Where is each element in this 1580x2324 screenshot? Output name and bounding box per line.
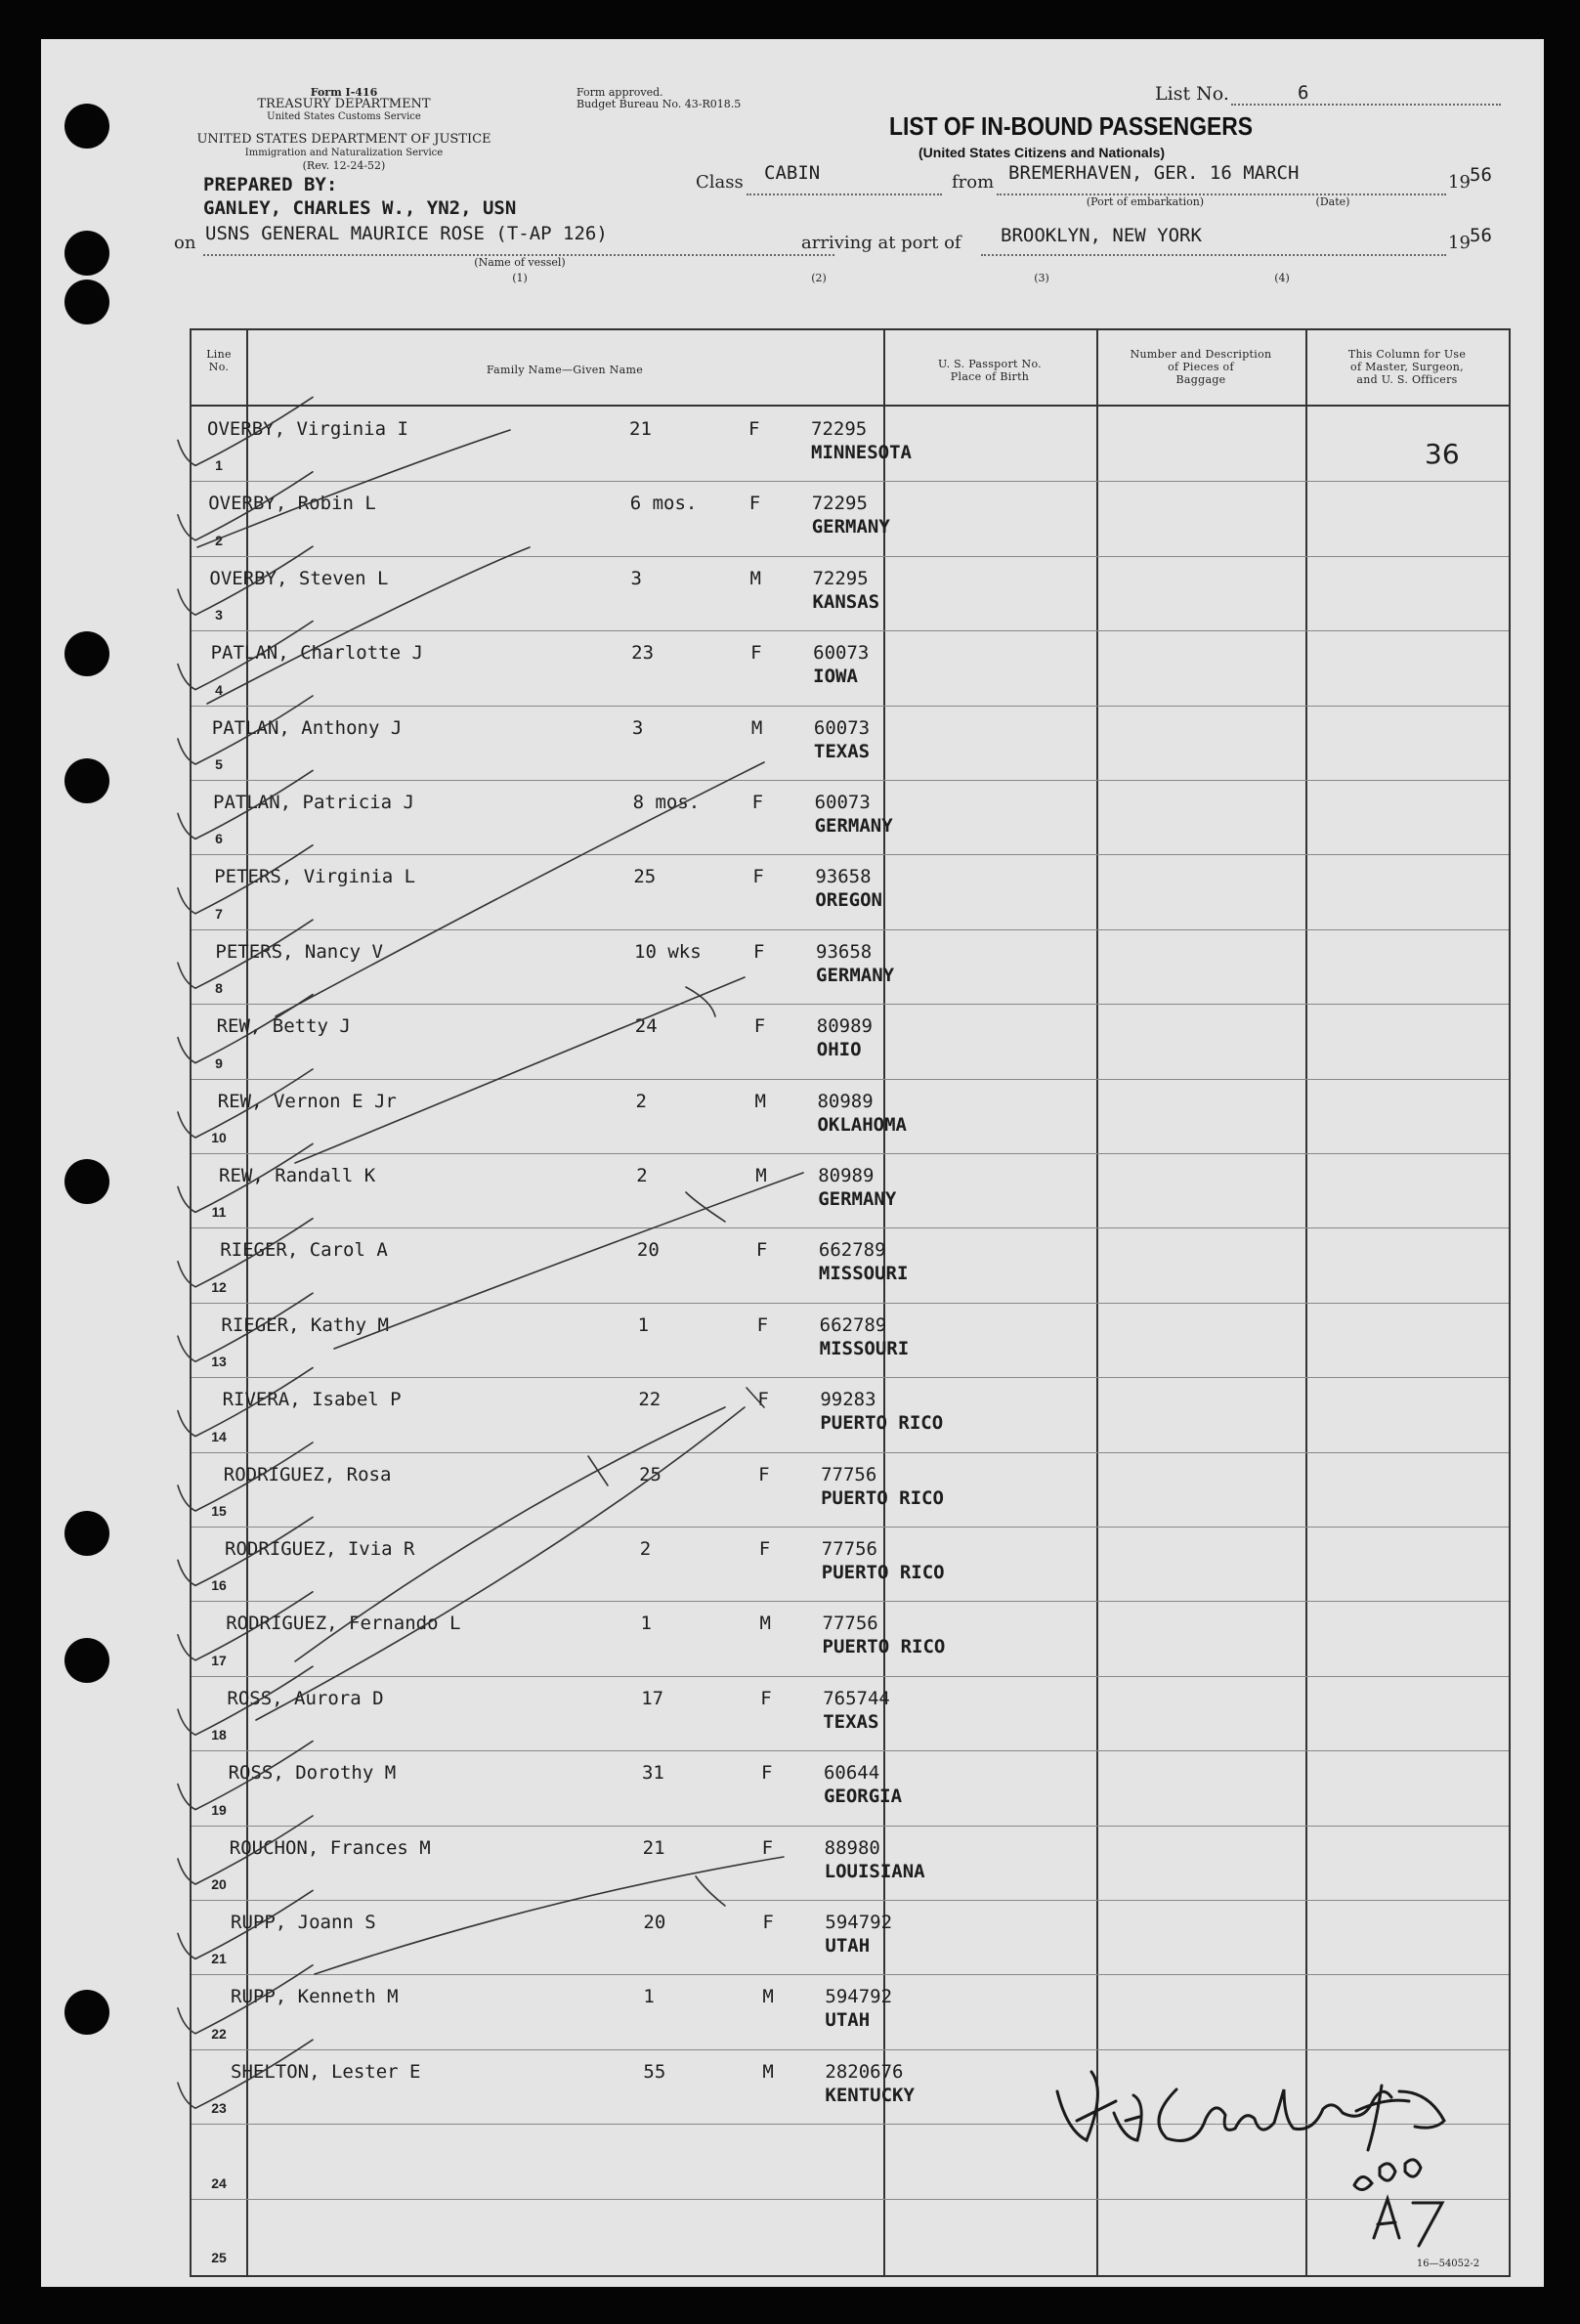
passenger-name: OVERBY, Robin L — [208, 493, 376, 515]
place-of-birth: KENTUCKY — [825, 2084, 915, 2106]
line-number: 12 — [211, 1278, 227, 1295]
place-of-birth: KANSAS — [812, 590, 880, 613]
from-year: 56 — [1470, 164, 1492, 186]
passport-number: 80989 — [816, 1015, 873, 1038]
passport-number: 2820676 — [825, 2060, 904, 2083]
form-number: Form I-416 — [310, 86, 378, 99]
place-of-birth: MISSOURI — [819, 1337, 910, 1359]
port-caption: (Port of embarkation) — [1086, 195, 1205, 208]
place-of-birth: GERMANY — [811, 516, 890, 538]
passenger-name: RODRIGUEZ, Rosa — [223, 1463, 392, 1485]
form-revision: (Rev. 12-24-52) — [302, 159, 386, 172]
list-no-value: 6 — [1298, 82, 1309, 104]
passport-number: 662789 — [818, 1239, 886, 1262]
column-number-2: (2) — [811, 272, 827, 284]
passenger-name: RUPP, Joann S — [231, 1912, 376, 1933]
line-number: 3 — [215, 607, 223, 624]
line-number: 5 — [215, 756, 223, 772]
passenger-age: 1 — [643, 1986, 655, 2008]
passport-number: 93658 — [815, 866, 872, 888]
passport-number: 88980 — [824, 1836, 880, 1859]
arriving-label: arriving at port of — [801, 233, 961, 253]
line-number: 22 — [211, 2025, 227, 2042]
line-number: 13 — [211, 1354, 227, 1370]
department-treasury: TREASURY DEPARTMENT — [257, 97, 431, 111]
line-number: 10 — [211, 1130, 227, 1145]
list-no-label: List No. — [1155, 83, 1229, 105]
line-number: 7 — [215, 905, 223, 922]
passenger-name: RODRIGUEZ, Fernando L — [226, 1613, 461, 1635]
arrival-year-prefix: 19 — [1448, 233, 1471, 253]
line-number: 8 — [215, 980, 223, 997]
passenger-age: 10 wks — [634, 940, 702, 963]
place-of-birth: PUERTO RICO — [822, 1636, 946, 1658]
passenger-age: 25 — [639, 1463, 662, 1485]
passenger-name: ROSS, Dorothy M — [228, 1762, 397, 1785]
prepared-by-label: PREPARED BY: — [203, 174, 338, 195]
column-header-line: Line No. — [206, 348, 232, 373]
passport-number: 80989 — [817, 1090, 874, 1112]
line-number: 18 — [211, 1727, 227, 1743]
passenger-sex: M — [754, 1090, 766, 1112]
passenger-name: RIVERA, Isabel P — [222, 1389, 402, 1411]
passenger-sex: F — [748, 418, 760, 440]
line-number: 11 — [211, 1204, 227, 1221]
passenger-name: RODRIGUEZ, Ivia R — [225, 1538, 415, 1560]
place-of-birth: MISSOURI — [818, 1263, 909, 1285]
passenger-sex: F — [755, 1239, 768, 1262]
passenger-name: RUPP, Kenneth M — [231, 1986, 399, 2008]
passenger-name: RIEGER, Kathy M — [221, 1313, 389, 1336]
line-number: 17 — [211, 1652, 227, 1668]
column-header-officers: This Column for Use of Master, Surgeon, and U. S. Officers — [1347, 348, 1467, 386]
passenger-sex: F — [756, 1313, 769, 1336]
passenger-age: 2 — [635, 1090, 647, 1112]
passenger-sex: F — [748, 493, 761, 515]
line-number: 14 — [211, 1428, 227, 1444]
line-number: 24 — [211, 2174, 227, 2191]
place-of-birth: PUERTO RICO — [821, 1562, 945, 1583]
from-label: from — [952, 172, 995, 193]
passport-number: 77756 — [822, 1613, 878, 1635]
passenger-sex: F — [762, 1912, 774, 1933]
from-year-prefix: 19 — [1448, 172, 1471, 193]
passenger-name: RIEGER, Carol A — [220, 1239, 388, 1262]
passenger-name: PETERS, Virginia L — [214, 866, 416, 888]
place-of-birth: LOUISIANA — [824, 1860, 925, 1882]
passport-number: 99283 — [820, 1389, 876, 1411]
passenger-sex: M — [755, 1165, 767, 1186]
place-of-birth: GERMANY — [818, 1188, 897, 1210]
passport-number: 594792 — [825, 1912, 893, 1933]
passenger-age: 2 — [636, 1165, 648, 1186]
passenger-name: REW, Betty J — [216, 1015, 351, 1038]
department-treasury-sub: United States Customs Service — [267, 111, 421, 122]
place-of-birth: TEXAS — [813, 740, 871, 762]
passenger-name: OVERBY, Virginia I — [207, 418, 408, 440]
passport-number: 72295 — [811, 418, 868, 440]
vessel-name: USNS GENERAL MAURICE ROSE (T-AP 126) — [205, 223, 608, 244]
document-subtitle: (United States Citizens and Nationals) — [918, 145, 1166, 160]
passenger-age: 20 — [643, 1912, 666, 1933]
passenger-age: 23 — [631, 642, 655, 665]
passenger-sex: F — [751, 792, 764, 813]
passenger-age: 25 — [633, 866, 657, 888]
passenger-sex: F — [758, 1463, 770, 1485]
line-number: 21 — [211, 1951, 227, 1967]
passenger-age: 8 mos. — [632, 792, 701, 813]
passenger-age: 21 — [642, 1836, 665, 1859]
passenger-sex: F — [753, 1015, 766, 1038]
place-of-birth: TEXAS — [823, 1710, 879, 1733]
prepared-by-value: GANLEY, CHARLES W., YN2, USN — [203, 197, 517, 219]
line-number: 9 — [215, 1054, 223, 1071]
class-value: CABIN — [764, 162, 821, 184]
place-of-birth: UTAH — [825, 2009, 871, 2032]
passenger-name: REW, Vernon E Jr — [217, 1090, 397, 1112]
place-of-birth: GERMANY — [814, 815, 893, 837]
place-of-birth: UTAH — [825, 1935, 871, 1957]
passenger-name: ROUCHON, Frances M — [229, 1836, 431, 1859]
class-label: Class — [696, 172, 744, 193]
column-number-1: (1) — [512, 272, 528, 284]
inspector-signature — [41, 39, 1544, 2287]
document-title: LIST OF IN-BOUND PASSENGERS — [889, 111, 1254, 141]
passport-number: 93658 — [816, 940, 873, 963]
passport-number: 77756 — [821, 1463, 877, 1485]
column-number-3: (3) — [1034, 272, 1049, 284]
line-number: 4 — [215, 681, 223, 698]
passenger-age: 31 — [641, 1762, 664, 1785]
line-number: 1 — [215, 457, 223, 474]
passport-number: 60644 — [823, 1762, 880, 1785]
passport-number: 80989 — [818, 1165, 875, 1186]
line-number: 23 — [211, 2100, 227, 2117]
passenger-age: 3 — [630, 567, 642, 589]
form-approved: Form approved. — [576, 86, 663, 99]
passenger-sex: M — [759, 1613, 771, 1635]
passenger-sex: F — [760, 1762, 773, 1785]
passenger-sex: M — [762, 1986, 774, 2008]
passenger-name: PATLAN, Anthony J — [211, 716, 403, 739]
document-page — [41, 39, 1544, 2287]
passenger-name: ROSS, Aurora D — [227, 1687, 384, 1709]
passenger-sex: M — [762, 2060, 774, 2083]
passenger-sex: F — [761, 1836, 774, 1859]
passenger-age: 55 — [643, 2060, 666, 2083]
footer-code: 16—54052-2 — [1416, 2259, 1480, 2269]
passenger-sex: F — [750, 642, 762, 665]
on-label: on — [174, 233, 196, 253]
vessel-caption: (Name of vessel) — [474, 256, 566, 269]
passenger-age: 24 — [634, 1015, 658, 1038]
passenger-name: PATLAN, Charlotte J — [210, 642, 423, 665]
passport-number: 60073 — [813, 716, 871, 739]
column-header-baggage: Number and Description of Pieces of Baggage — [1130, 348, 1272, 386]
passenger-age: 20 — [636, 1239, 660, 1262]
passenger-name: OVERBY, Steven L — [209, 567, 389, 589]
passenger-name: PETERS, Nancy V — [215, 940, 383, 963]
budget-bureau: Budget Bureau No. 43-R018.5 — [576, 98, 742, 110]
passport-number: 72295 — [812, 567, 869, 589]
place-of-birth: MINNESOTA — [811, 442, 912, 463]
passenger-sex: F — [752, 866, 764, 888]
place-of-birth: OHIO — [816, 1039, 862, 1061]
arrival-year: 56 — [1470, 225, 1492, 246]
passenger-age: 6 mos. — [629, 493, 698, 515]
column-number-4: (4) — [1274, 272, 1290, 284]
from-value: BREMERHAVEN, GER. 16 MARCH — [1008, 162, 1300, 184]
passenger-sex: F — [757, 1389, 769, 1411]
column-header-passport: U. S. Passport No. Place of Birth — [938, 358, 1042, 383]
place-of-birth: GERMANY — [816, 964, 895, 986]
passport-number: 60073 — [814, 792, 871, 813]
department-justice-sub: Immigration and Naturalization Service — [244, 148, 444, 158]
line-number: 2 — [215, 532, 223, 548]
passenger-age: 22 — [638, 1389, 662, 1411]
arrival-port: BROOKLYN, NEW YORK — [1001, 225, 1202, 246]
line-number: 6 — [215, 831, 223, 847]
passenger-age: 17 — [641, 1687, 664, 1709]
passport-number: 60073 — [813, 642, 870, 665]
place-of-birth: PUERTO RICO — [820, 1412, 944, 1435]
passport-number: 594792 — [825, 1986, 893, 2008]
passenger-name: REW, Randall K — [219, 1165, 376, 1186]
date-caption: (Date) — [1315, 195, 1350, 208]
line-number: 20 — [211, 1876, 227, 1892]
line-number: 16 — [211, 1577, 227, 1594]
passenger-age: 1 — [637, 1313, 650, 1336]
passenger-name: PATLAN, Patricia J — [213, 792, 414, 813]
passenger-name: SHELTON, Lester E — [231, 2060, 421, 2083]
place-of-birth: GEORGIA — [823, 1786, 903, 1808]
place-of-birth: PUERTO RICO — [821, 1486, 944, 1509]
passport-number: 765744 — [823, 1687, 890, 1709]
passport-number: 77756 — [821, 1538, 877, 1560]
passenger-sex: M — [749, 567, 761, 589]
place-of-birth: OKLAHOMA — [817, 1113, 907, 1136]
passenger-age: 2 — [639, 1538, 652, 1560]
passport-number: 662789 — [819, 1313, 887, 1336]
line-number: 15 — [211, 1503, 227, 1519]
passenger-age: 21 — [629, 418, 652, 440]
passenger-age: 1 — [640, 1613, 652, 1635]
department-justice: UNITED STATES DEPARTMENT OF JUSTICE — [196, 132, 491, 147]
passenger-sex: F — [760, 1687, 772, 1709]
officer-note: 36 — [1425, 438, 1460, 470]
passport-number: 72295 — [811, 493, 868, 515]
passenger-sex: F — [758, 1538, 771, 1560]
passenger-age: 3 — [631, 716, 644, 739]
passenger-sex: M — [750, 716, 763, 739]
place-of-birth: OREGON — [815, 889, 882, 912]
line-number: 19 — [211, 1801, 227, 1818]
place-of-birth: IOWA — [813, 666, 858, 688]
line-number: 25 — [211, 2250, 227, 2265]
column-header-name: Family Name—Given Name — [486, 364, 644, 376]
passenger-sex: F — [753, 940, 765, 963]
